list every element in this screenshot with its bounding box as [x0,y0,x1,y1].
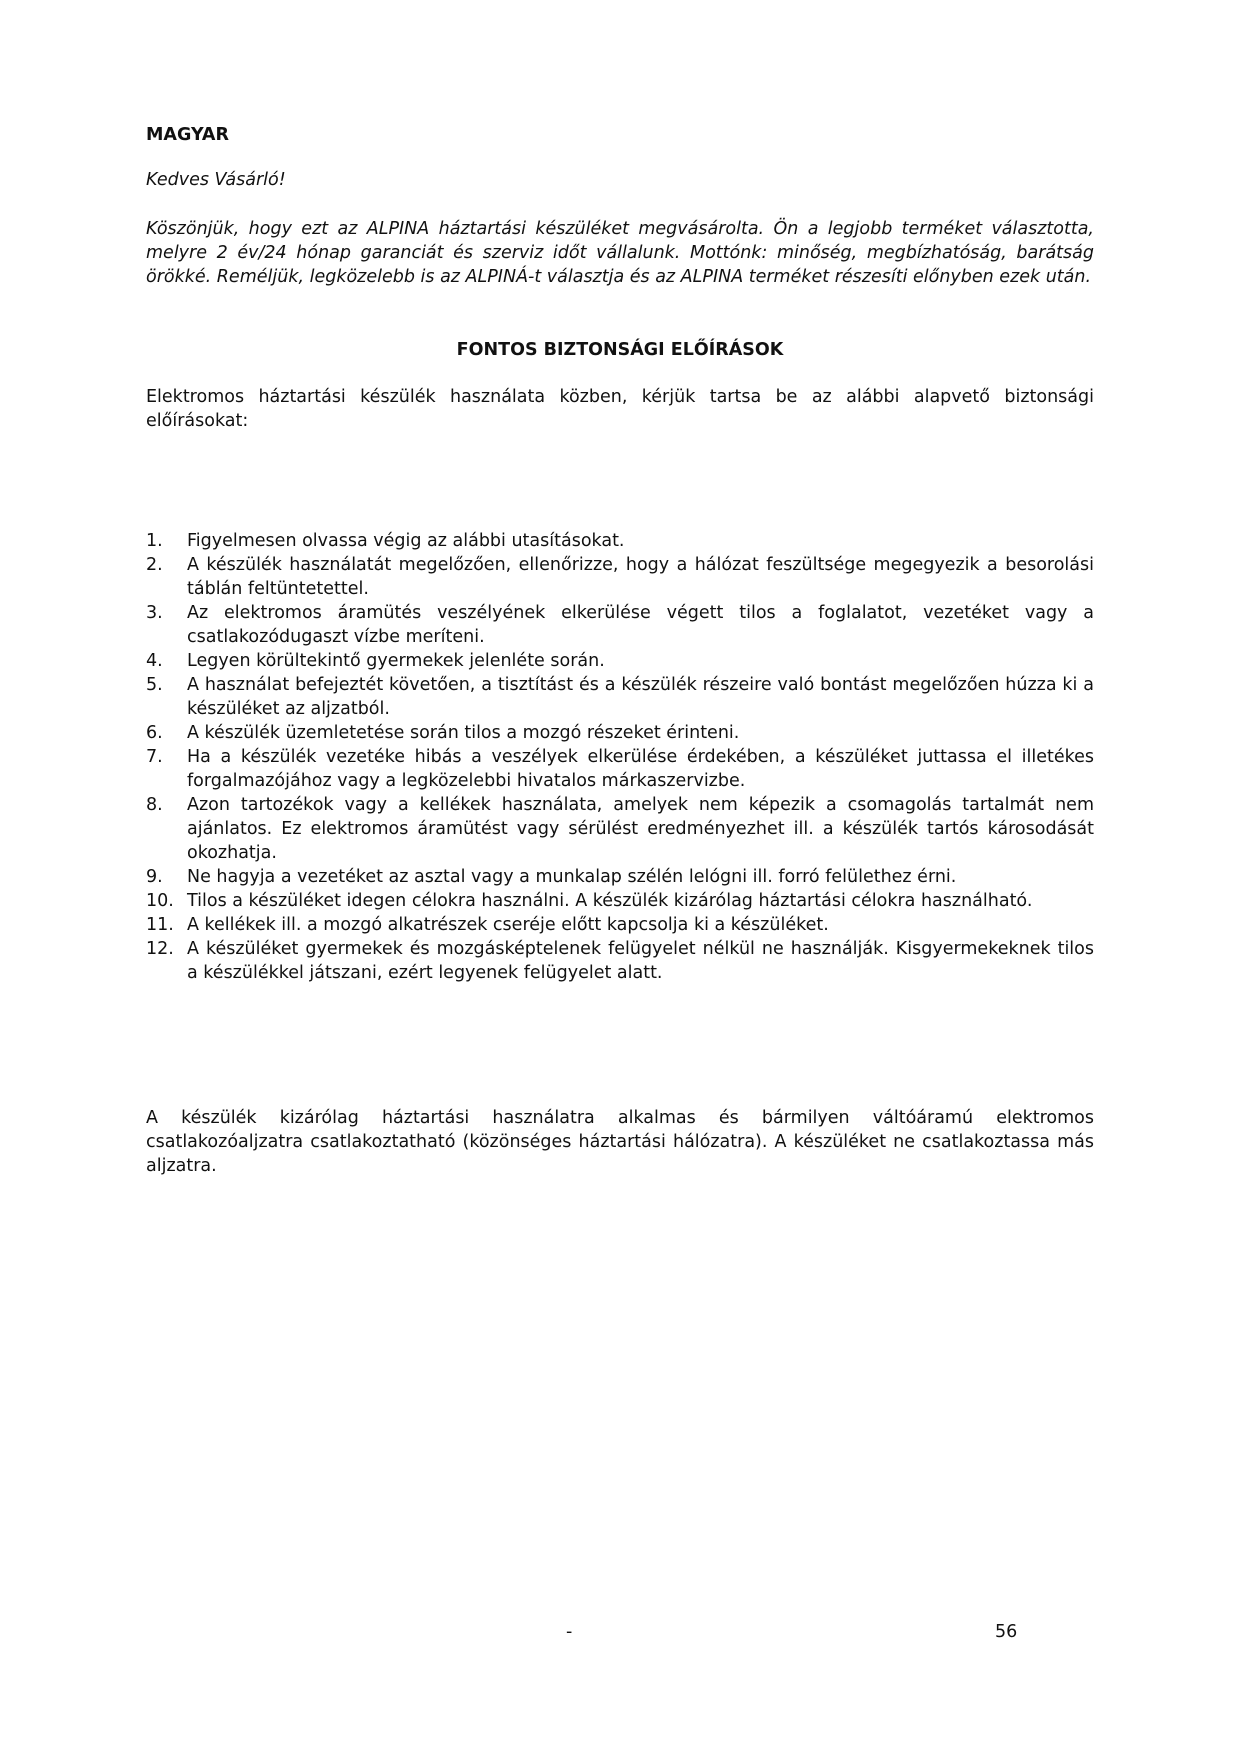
list-item [146,937,1094,985]
list-item-number: 1. [146,531,163,551]
list-item [146,913,1094,937]
list-item-text: A használat befejeztét követően, a tisztítást és a készülék részeire való bontást megelőzően húzza ki a készüléket az aljzatból. [187,675,1094,719]
list-item-text: Ne hagyja a vezetéket az asztal vagy a munkalap szélén lelógni ill. forró felülethez érni. [187,867,957,887]
list-item [146,865,1094,889]
section-intro: Elektromos háztartási készülék használata közben, kérjük tartsa be az alábbi alapvető biztonsági előírásokat: [146,387,1094,431]
list-item-text: A készülék üzemletetése során tilos a mozgó részeket érinteni. [187,723,740,743]
language-heading: MAGYAR [146,125,229,145]
list-item-text: Az elektromos áramütés veszélyének elkerülése végett tilos a foglalatot, vezetéket vagy a csatlakozódugaszt vízbe meríteni. [187,603,1094,647]
list-item-text: Ha a készülék vezetéke hibás a veszélyek elkerülése érdekében, a készüléket juttassa el illetékes forgalmazójához vagy a legközelebbi hivatalos márkaszervizbe. [187,747,1094,791]
list-item [146,529,1094,553]
list-item [146,649,1094,673]
list-item-number: 3. [146,603,163,623]
list-item-number: 12. [146,939,174,959]
list-item-number: 4. [146,651,163,671]
list-item-text: Tilos a készüléket idegen célokra használni. A készülék kizárólag háztartási célokra használható. [187,891,1033,911]
closing-paragraph: A készülék kizárólag háztartási használatra alkalmas és bármilyen váltóáramú elektromos csatlakozóaljzatra csatlakoztatható (közönséges háztartási hálózatra). A készüléket ne csatlakoztassa más aljzatra. [146,1108,1094,1176]
list-item-number: 6. [146,723,163,743]
list-item-number: 11. [146,915,174,935]
list-item [146,793,1094,865]
list-item-text: Legyen körültekintő gyermekek jelenléte során. [187,651,605,671]
section-title: FONTOS BIZTONSÁGI ELŐÍRÁSOK [456,340,784,360]
list-item-number: 8. [146,795,163,815]
list-item-number: 9. [146,867,163,887]
page-number: 56 [995,1622,1018,1642]
list-item [146,889,1094,913]
list-item [146,745,1094,793]
safety-list [146,529,1094,985]
greeting: Kedves Vásárló! [146,170,286,190]
list-item-text: A készüléket gyermekek és mozgásképtelenek felügyelet nélkül ne használják. Kisgyermekeknek tilos a készülékkel játszani, ezért legyenek felügyelet alatt. [187,939,1094,983]
list-item-text: A készülék használatát megelőzően, ellenőrizze, hogy a hálózat feszültsége megegyezik a besorolási táblán feltüntetettel. [187,555,1094,599]
list-item [146,673,1094,721]
footer-dash: - [566,1622,573,1642]
list-item-text: Azon tartozékok vagy a kellékek használata, amelyek nem képezik a csomagolás tartalmát nem ajánlatos. Ez elektromos áramütést vagy sérülést eredményezhet ill. a készülék tartós károsodását okozhatja. [187,795,1094,863]
list-item [146,553,1094,601]
list-item-number: 5. [146,675,163,695]
list-item-number: 2. [146,555,163,575]
list-item-text: A kellékek ill. a mozgó alkatrészek cseréje előtt kapcsolja ki a készüléket. [187,915,829,935]
list-item-number: 10. [146,891,174,911]
list-item-number: 7. [146,747,163,767]
intro-paragraph: Köszönjük, hogy ezt az ALPINA háztartási készüléket megvásárolta. Ön a legjobb terméket választotta, melyre 2 év/24 hónap garanciát és szerviz időt vállalunk. Mottónk: minőség, megbízhatóság, barátság örökké. Reméljük, legközelebb is az ALPINÁ-t választja és az ALPINA terméket részesíti előnyben ezek után. [146,219,1094,287]
list-item [146,721,1094,745]
list-item-text: Figyelmesen olvassa végig az alábbi utasításokat. [187,531,625,551]
list-item [146,601,1094,649]
